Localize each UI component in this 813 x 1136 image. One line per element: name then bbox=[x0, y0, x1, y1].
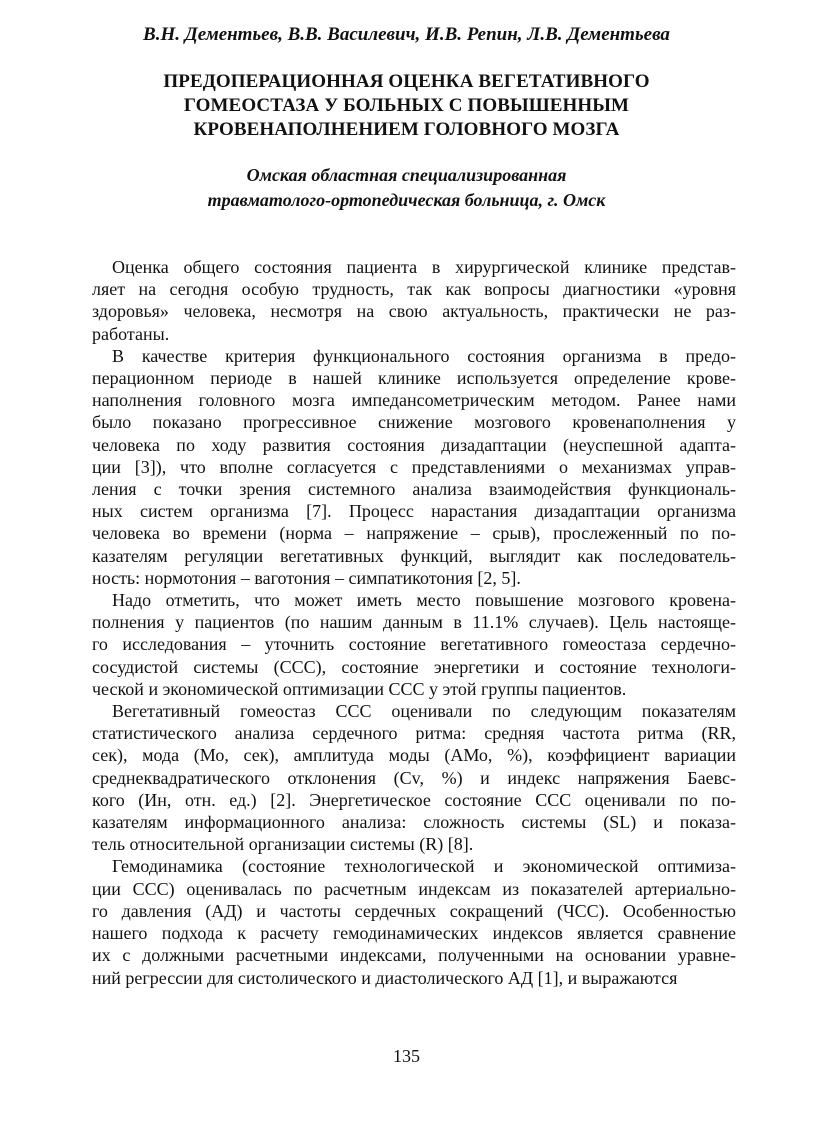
paragraph bbox=[92, 855, 736, 988]
title-line: ГОМЕОСТАЗА У БОЛЬНЫХ С ПОВЫШЕННЫМ bbox=[183, 95, 630, 116]
affiliation-line: Омская областная специализированная bbox=[246, 165, 567, 185]
text-line: человека по ходу развития состояния дизадаптации (неуспешной адапта- bbox=[92, 434, 736, 455]
text-line: Гемодинамика (состояние технологической и экономической оптимиза- bbox=[112, 856, 736, 877]
text-line: ции [3]), что вполне согласуется с представлениями о механизмах управ- bbox=[92, 456, 736, 477]
text-line: Вегетативный гомеостаз ССС оценивали по следующим показателям bbox=[112, 701, 736, 722]
text-line: полнения у пациентов (по нашим данным в 11.1% случаев). Цель настояще- bbox=[92, 612, 736, 633]
text-line: ных систем организма [7]. Процесс нарастания дизадаптации организма bbox=[92, 501, 736, 522]
text-line: казателям информационного анализа: сложность системы (SL) и показа- bbox=[92, 812, 736, 833]
title-line: КРОВЕНАПОЛНЕНИЕМ ГОЛОВНОГО МОЗГА bbox=[193, 119, 620, 140]
paragraph bbox=[92, 256, 736, 345]
text-line: ность: нормотония – ваготония – симпатикотония [2, 5]. bbox=[92, 567, 521, 588]
paragraph bbox=[92, 589, 736, 700]
text-line: ции ССС) оценивалась по расчетным индексам из показателей артериально- bbox=[92, 878, 736, 899]
text-line: наполнения головного мозга импедансометрическим методом. Ранее нами bbox=[92, 390, 736, 411]
authors: В.Н. Дементьев, В.В. Василевич, И.В. Репин, Л.В. Дементьева bbox=[143, 24, 670, 45]
text-line: В качестве критерия функционального состояния организма в предо- bbox=[112, 345, 736, 366]
text-line: нашего подхода к расчету гемодинамических индексов является сравнение bbox=[92, 923, 736, 944]
text-line: человека во времени (норма – напряжение – срыв), прослеженный по по- bbox=[92, 523, 736, 544]
paragraph bbox=[92, 345, 736, 589]
text-line: го давления (АД) и частоты сердечных сокращений (ЧСС). Особенностью bbox=[92, 900, 736, 921]
body-text bbox=[92, 256, 736, 989]
text-line: статистического анализа сердечного ритма: средняя частота ритма (RR, bbox=[92, 723, 736, 744]
text-line: ний регрессии для систолического и диастолического АД [1], и выражаются bbox=[92, 967, 678, 988]
text-line: было показано прогрессивное снижение мозгового кровенаполнения у bbox=[92, 412, 736, 433]
text-line: среднеквадратического отклонения (Cv, %) и индекс напряжения Баевс- bbox=[92, 767, 736, 788]
text-line: кого (Ин, отн. ед.) [2]. Энергетическое состояние ССС оценивали по по- bbox=[92, 789, 736, 810]
text-line: сек), мода (Мо, сек), амплитуда моды (АМо, %), коэффициент вариации bbox=[92, 745, 736, 766]
text-line: перационном периоде в нашей клинике используется определение крове- bbox=[92, 368, 736, 389]
text-line: Надо отметить, что может иметь место повышение мозгового кровена- bbox=[112, 590, 736, 611]
title-line: ПРЕДОПЕРАЦИОННАЯ ОЦЕНКА ВЕГЕТАТИВНОГО bbox=[163, 71, 650, 92]
text-line: сосудистой системы (ССС), состояние энергетики и состояние технологи- bbox=[92, 656, 736, 677]
text-line: ляет на сегодня особую трудность, так как вопросы диагностики «уровня bbox=[92, 279, 736, 300]
text-line: здоровья» человека, несмотря на свою актуальность, практически не раз- bbox=[92, 301, 736, 322]
page-number: 135 bbox=[393, 1046, 420, 1066]
text-line: ческой и экономической оптимизации ССС у этой группы пациентов. bbox=[92, 678, 627, 699]
text-line: го исследования – уточнить состояние вегетативного гомеостаза сердечно- bbox=[92, 634, 736, 655]
paragraph bbox=[92, 700, 736, 855]
text-line: ления с точки зрения системного анализа взаимодействия функциональ- bbox=[92, 479, 736, 500]
text-line: Оценка общего состояния пациента в хирургической клинике представ- bbox=[112, 257, 736, 277]
affiliation bbox=[100, 163, 713, 213]
text-line: тель относительной организации системы (R) [8]. bbox=[92, 834, 474, 855]
text-line: казателям регуляции вегетативных функций, выглядит как последователь- bbox=[92, 545, 736, 566]
text-line: работаны. bbox=[92, 323, 170, 344]
paper-title bbox=[100, 70, 713, 142]
text-line: их с должными расчетными индексами, полученными на основании уравне- bbox=[92, 945, 736, 966]
affiliation-line: травматолого-ортопедическая больница, г. Омск bbox=[207, 190, 606, 210]
